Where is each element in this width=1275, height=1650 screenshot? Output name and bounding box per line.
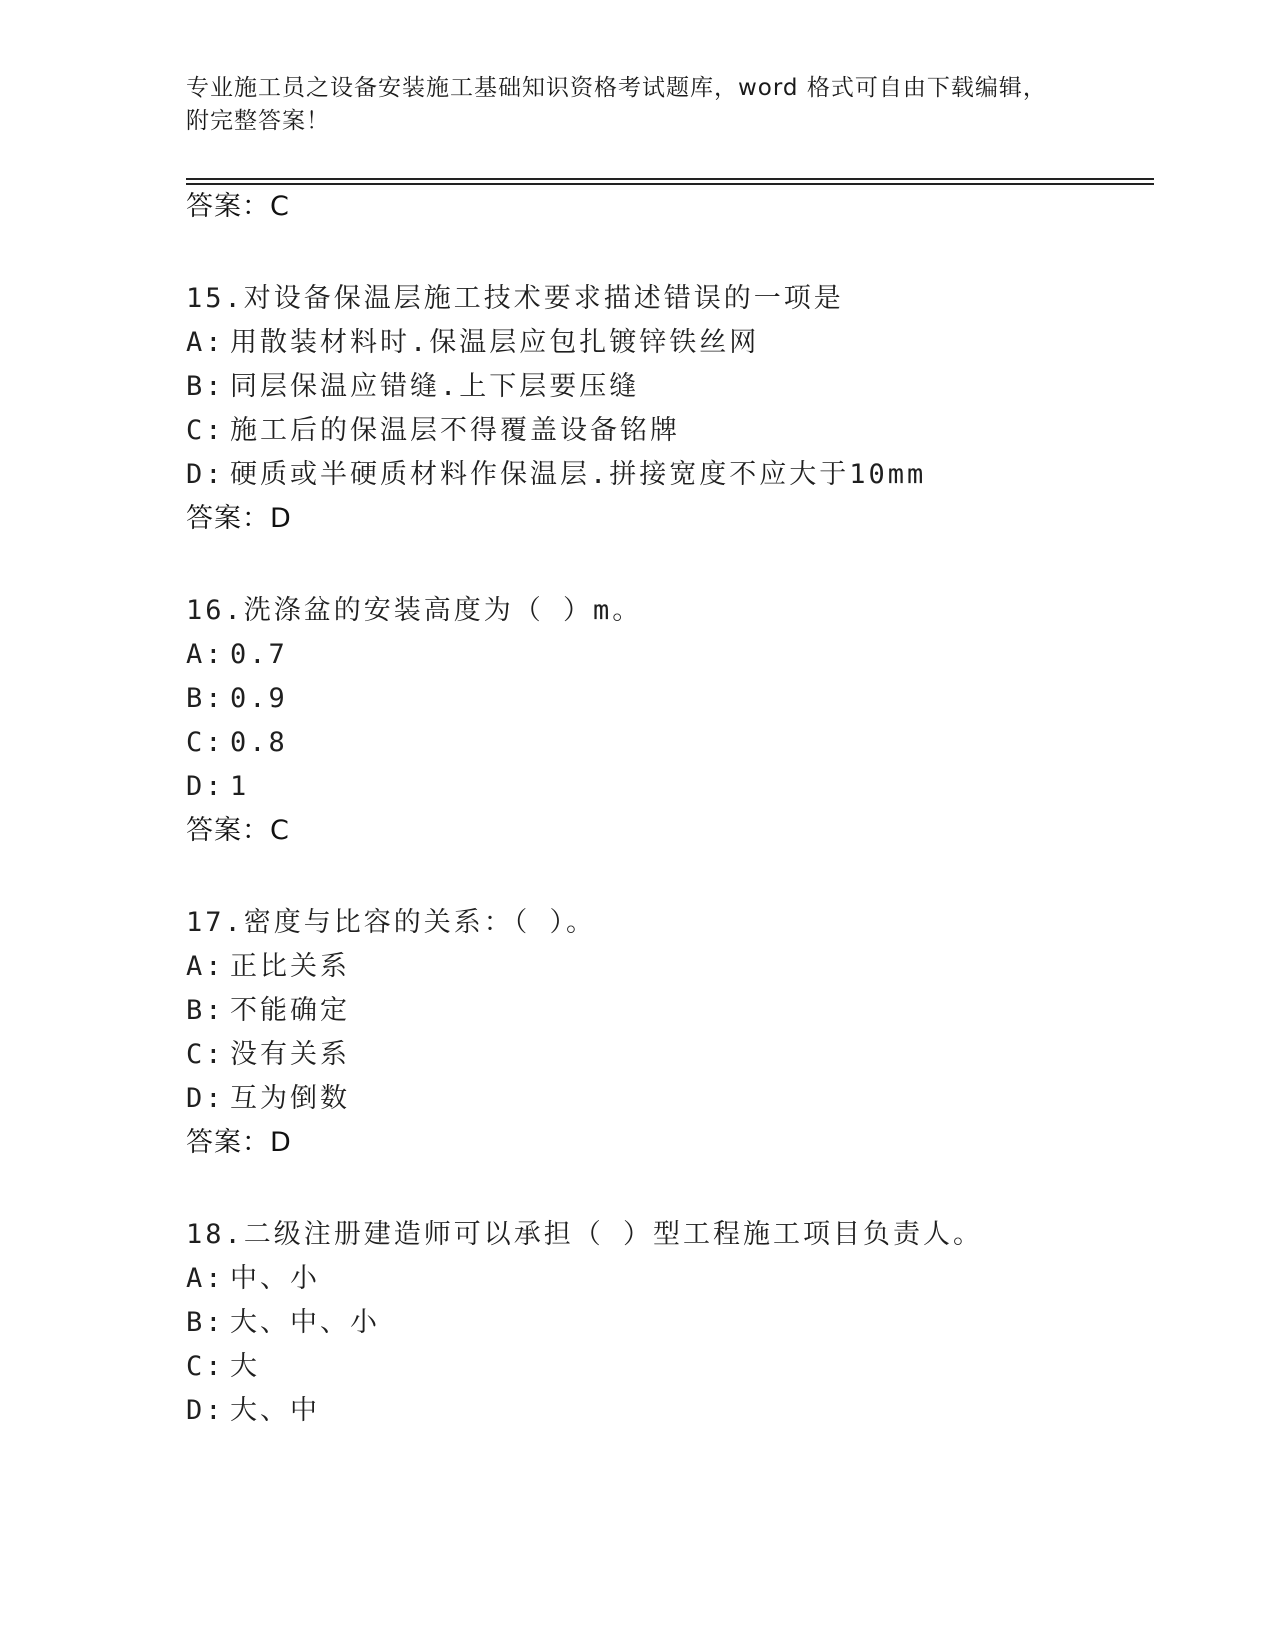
option-key: A: — [186, 639, 225, 670]
option-key: C: — [186, 1039, 225, 1070]
option-key: D: — [186, 1083, 225, 1114]
option-key: C: — [186, 415, 225, 446]
answer-q16: 答案：C — [186, 815, 290, 846]
option-text: 互为倒数 — [230, 1083, 350, 1114]
option-key: C: — [186, 727, 225, 758]
question-16-option-c — [186, 726, 288, 760]
question-18-text: 18.二级注册建造师可以承担（ ）型工程施工项目负责人。 — [186, 1219, 984, 1250]
option-text: 同层保温应错缝.上下层要压缝 — [230, 371, 640, 402]
question-18-option-d — [186, 1394, 320, 1428]
option-text: 大 — [230, 1351, 260, 1382]
option-key: B: — [186, 995, 225, 1026]
question-18-option-b — [186, 1306, 380, 1340]
option-key: C: — [186, 1351, 225, 1382]
option-key: B: — [186, 1307, 225, 1338]
question-16-option-a — [186, 638, 288, 672]
option-key: A: — [186, 1263, 225, 1294]
option-text: 正比关系 — [230, 951, 350, 982]
option-text: 施工后的保温层不得覆盖设备铭牌 — [230, 415, 680, 446]
option-key: B: — [186, 371, 225, 402]
option-text: 1 — [230, 771, 250, 802]
question-18-option-a — [186, 1262, 320, 1296]
question-16-option-b — [186, 682, 288, 716]
option-key: D: — [186, 1395, 225, 1426]
question-17-option-b — [186, 994, 350, 1028]
option-key: A: — [186, 327, 225, 358]
question-17-option-c — [186, 1038, 350, 1072]
answer-q17: 答案：D — [186, 1127, 292, 1158]
question-17-text: 17.密度与比容的关系：（ ）。 — [186, 907, 597, 938]
question-15-option-d — [186, 458, 926, 492]
question-15-text: 15.对设备保温层施工技术要求描述错误的一项是 — [186, 283, 844, 314]
answer-q15: 答案：D — [186, 503, 292, 534]
answer-q14: 答案：C — [186, 191, 290, 222]
question-17-option-d — [186, 1082, 350, 1116]
header-title-line-2: 附完整答案！ — [186, 108, 330, 134]
option-text: 大、中、小 — [230, 1307, 380, 1338]
question-16-option-d — [186, 770, 249, 804]
question-15-option-b — [186, 370, 639, 404]
option-text: 中、小 — [230, 1263, 320, 1294]
question-17-option-a — [186, 950, 350, 984]
option-text: 0.9 — [230, 683, 288, 714]
option-text: 不能确定 — [230, 995, 350, 1026]
question-16-text: 16.洗涤盆的安装高度为（ ）m。 — [186, 595, 643, 626]
option-text: 用散装材料时.保温层应包扎镀锌铁丝网 — [230, 327, 760, 358]
header-title-line-1: 专业施工员之设备安装施工基础知识资格考试题库，word 格式可自由下载编辑， — [186, 75, 1047, 101]
question-15-option-c — [186, 414, 680, 448]
option-key: D: — [186, 771, 225, 802]
option-key: B: — [186, 683, 225, 714]
question-15-option-a — [186, 326, 759, 360]
option-text: 没有关系 — [230, 1039, 350, 1070]
option-text: 0.8 — [230, 727, 288, 758]
question-18-option-c — [186, 1350, 260, 1384]
header-divider-bottom — [186, 183, 1154, 185]
option-text: 硬质或半硬质材料作保温层.拼接宽度不应大于10mm — [230, 459, 927, 490]
option-key: A: — [186, 951, 225, 982]
option-key: D: — [186, 459, 225, 490]
document-header — [186, 72, 1066, 138]
option-text: 0.7 — [230, 639, 288, 670]
header-divider-top — [186, 178, 1154, 180]
option-text: 大、中 — [230, 1395, 320, 1426]
